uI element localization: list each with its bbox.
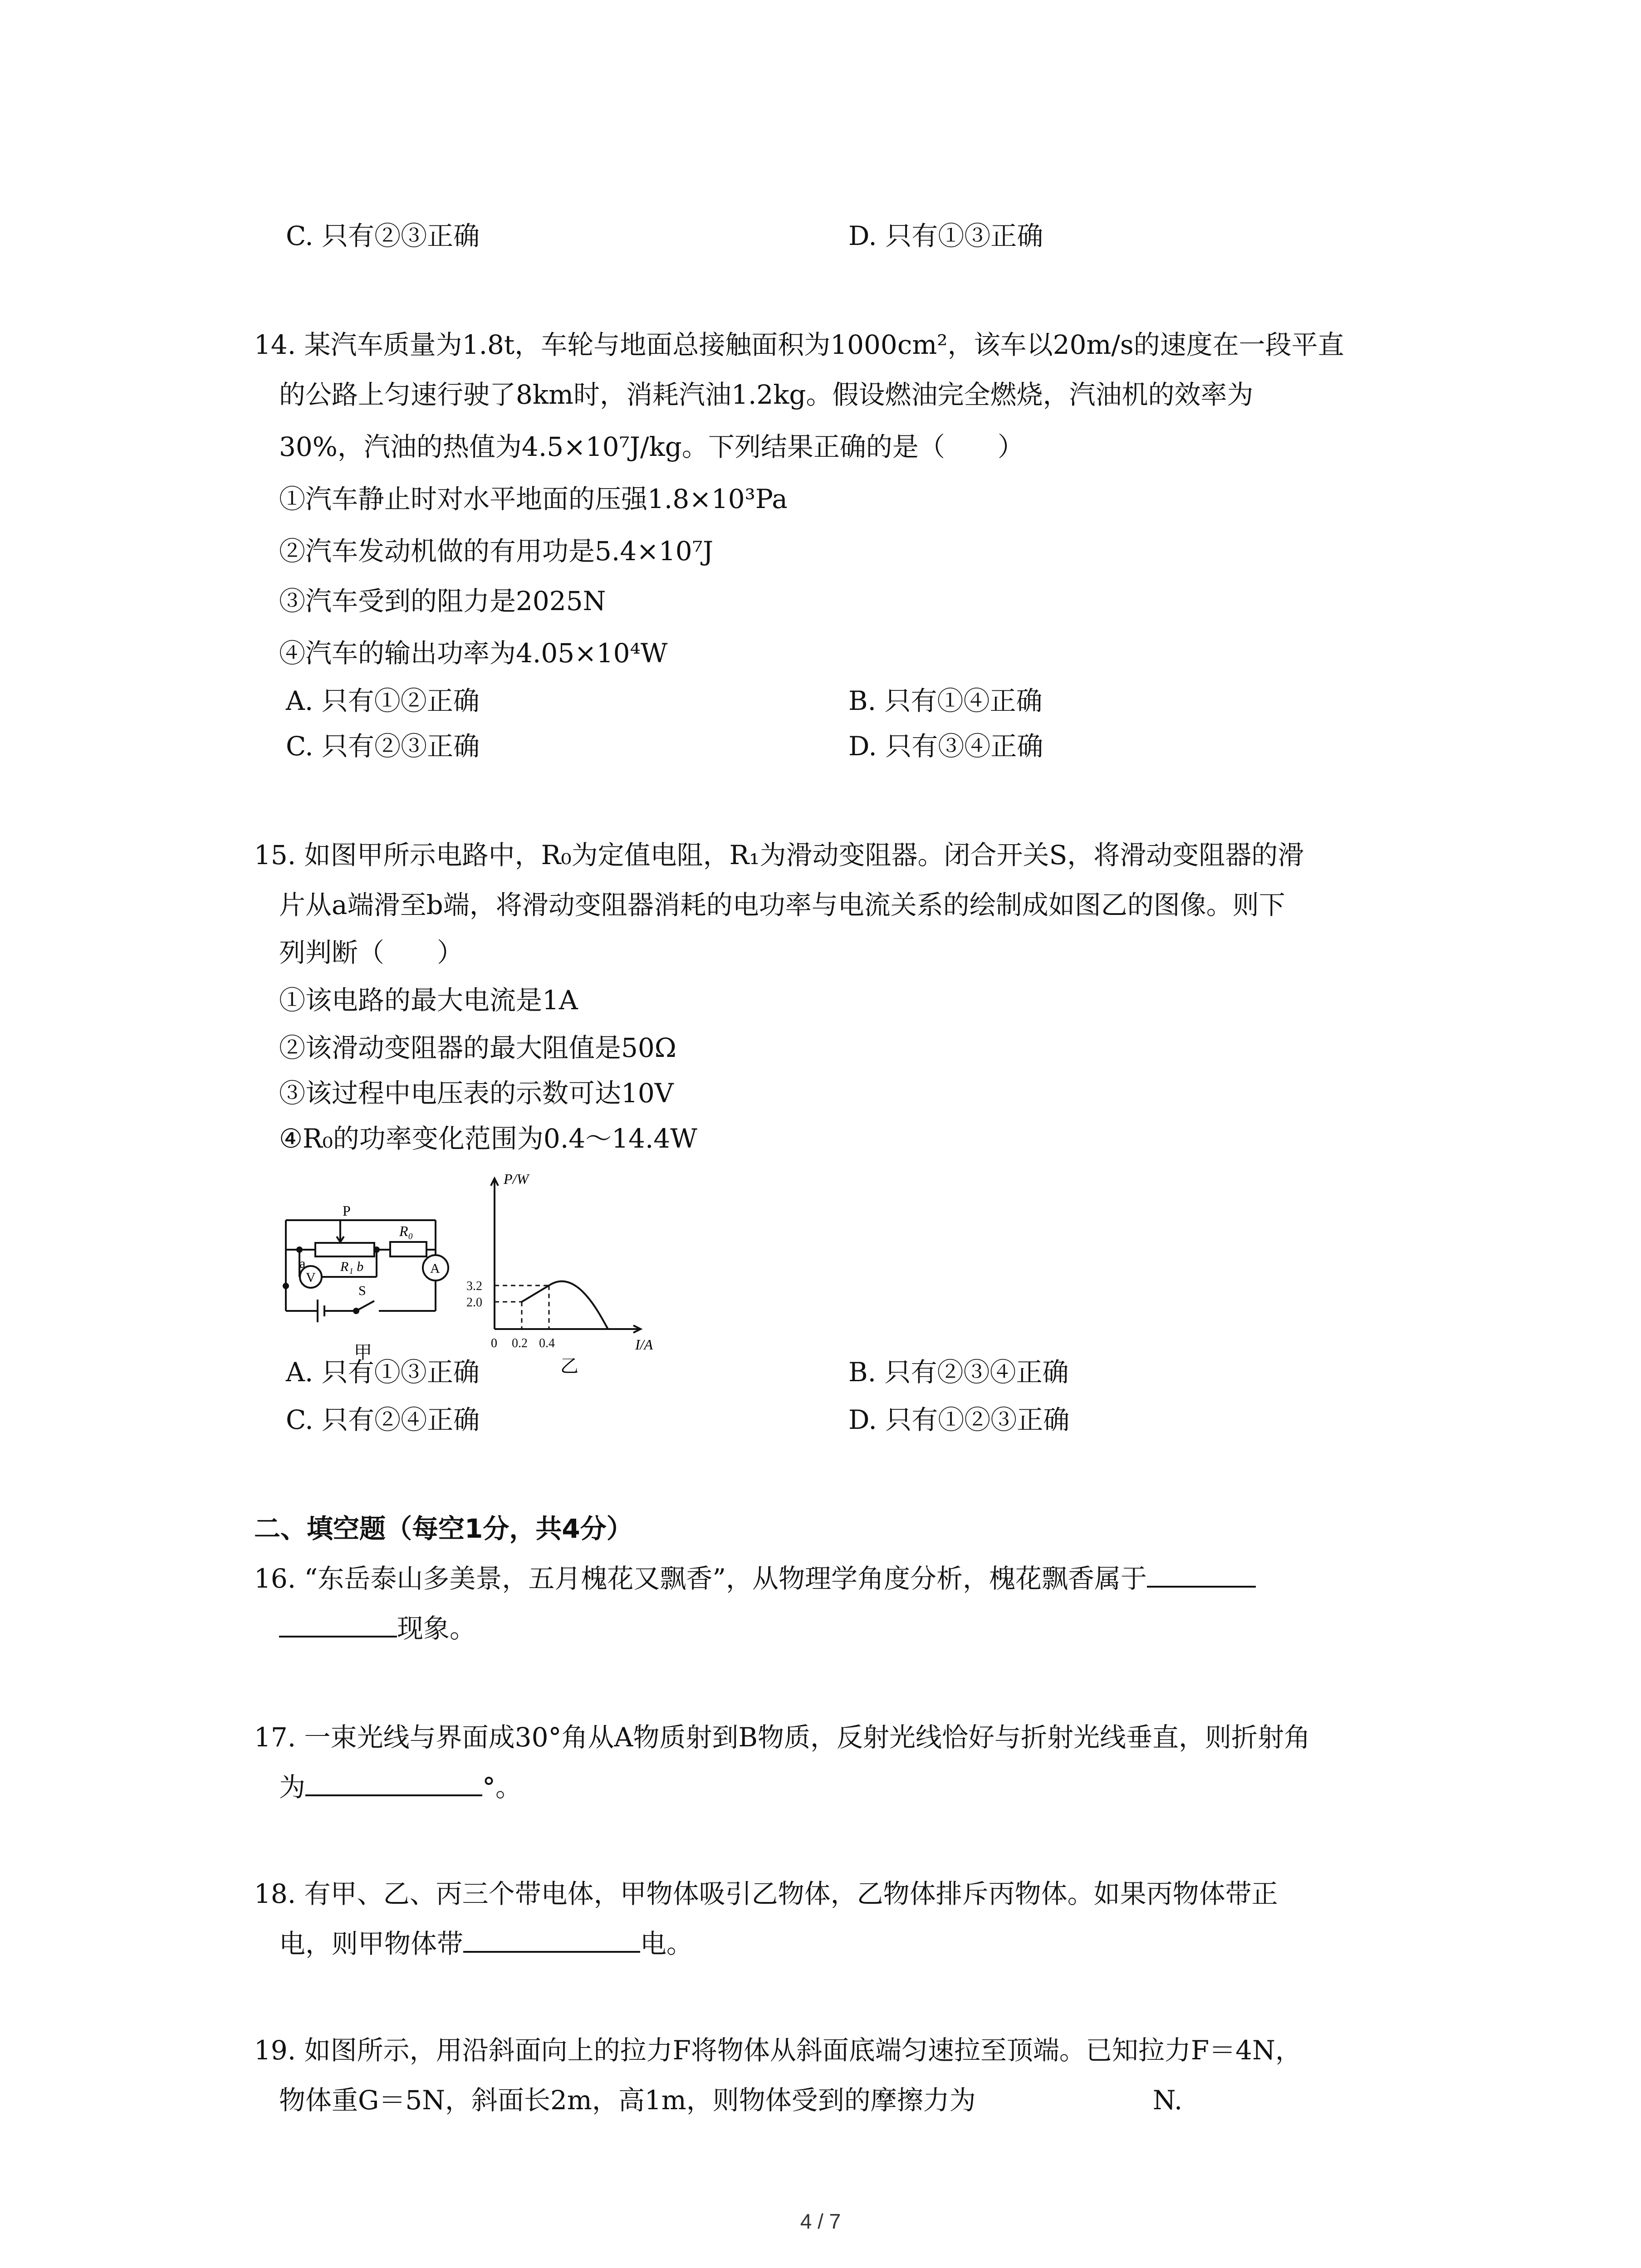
circuit-diagram [272, 1193, 463, 1365]
q13-option-d: D. 只有①③正确 [848, 220, 1043, 251]
q18-stem-end: 电。 [640, 1928, 693, 1959]
y-tick-label: 2.0 [466, 1295, 482, 1310]
q15-option-d: D. 只有①②③正确 [848, 1404, 1070, 1435]
q15-option-a: A. 只有①③正确 [286, 1357, 480, 1388]
x-tick-label: 0.4 [539, 1336, 555, 1350]
slider-label: P [343, 1202, 351, 1219]
q14-statement-1: ①汽车静止时对水平地面的压强1.8×10³Pa [279, 484, 788, 514]
q13-option-c: C. 只有②③正确 [286, 220, 480, 251]
q19-line1: 19. 如图所示，用沿斜面向上的拉力F将物体从斜面底端匀速拉至顶端。已知拉力F＝4N， [254, 2035, 1302, 2066]
r1-label: R₁ b [340, 1259, 364, 1274]
x-axis-label: I/A [635, 1336, 653, 1353]
q19-stem-end: N. [1152, 2085, 1183, 2116]
q17-line2 [279, 1769, 522, 1805]
q14-option-a: A. 只有①②正确 [286, 685, 480, 716]
q19-stem-start: 物体重G＝5N，斜面长2m，高1m，则物体受到的摩擦力为 [279, 2085, 976, 2116]
q14-stem-line2: 的公路上匀速行驶了8km时，消耗汽油1.2kg。假设燃油完全燃烧，汽油机的效率为 [279, 379, 1254, 410]
q18-stem-start: 电，则甲物体带 [279, 1928, 464, 1959]
q17-blank[interactable] [305, 1769, 482, 1796]
q17-stem-start: 为 [279, 1772, 306, 1803]
q16-line2 [279, 1610, 476, 1647]
q16-stem: 16. “东岳泰山多美景，五月槐花又飘香”，从物理学角度分析，槐花飘香属于 [254, 1563, 1147, 1594]
q15-stem-line2: 片从a端滑至b端，将滑动变阻器消耗的电功率与电流关系的绘制成如图乙的图像。则下 [279, 890, 1285, 920]
power-current-graph [458, 1166, 671, 1374]
page-number: 4 / 7 [800, 2209, 841, 2233]
r0-label: R₀ [399, 1223, 413, 1239]
y-tick-label: 3.2 [466, 1279, 482, 1293]
q15-statement-3: ③该过程中电压表的示数可达10V [279, 1078, 674, 1109]
q14-option-c: C. 只有②③正确 [286, 731, 480, 762]
q14-option-d: D. 只有③④正确 [848, 731, 1043, 762]
q15-statement-4: ④R₀的功率变化范围为0.4～14.4W [279, 1123, 697, 1154]
q18-blank[interactable] [463, 1926, 640, 1953]
end-a-label: a [299, 1256, 306, 1271]
section-heading: 二、填空题（每空1分，共4分） [254, 1513, 633, 1544]
q16-blank-a[interactable] [1147, 1560, 1256, 1588]
q15-statement-2: ②该滑动变阻器的最大阻值是50Ω [279, 1032, 676, 1063]
switch-label: S [358, 1283, 366, 1298]
circuit-caption: 甲 [354, 1342, 372, 1363]
graph-caption: 乙 [560, 1356, 578, 1374]
y-axis-label: P/W [504, 1171, 529, 1187]
x-tick-label: 0.2 [512, 1336, 528, 1350]
q15-statement-1: ①该电路的最大电流是1A [279, 985, 578, 1016]
q19-line2 [279, 2082, 1182, 2118]
q14-statement-2: ②汽车发动机做的有用功是5.4×10⁷J [279, 536, 714, 567]
power-curve [522, 1281, 608, 1329]
q14-stem-line3: 30%，汽油的热值为4.5×10⁷J/kg。下列结果正确的是（ ） [279, 431, 1024, 462]
q18-line2 [279, 1926, 693, 1962]
origin-label: 0 [491, 1336, 497, 1350]
q16-line1 [254, 1560, 1256, 1597]
q14-stem-line1: 14. 某汽车质量为1.8t，车轮与地面总接触面积为1000cm²，该车以20m/s的速度在一段平直 [254, 329, 1344, 360]
ammeter-icon: A [430, 1261, 440, 1276]
q16-blank-b[interactable] [279, 1610, 397, 1637]
q15-stem-line1: 15. 如图甲所示电路中，R₀为定值电阻，R₁为滑动变阻器。闭合开关S，将滑动变阻器的滑 [254, 840, 1304, 870]
q18-line1: 18. 有甲、乙、丙三个带电体，甲物体吸引乙物体，乙物体排斥丙物体。如果丙物体带正 [254, 1878, 1278, 1909]
voltmeter-icon: V [306, 1270, 316, 1285]
q14-statement-4: ④汽车的输出功率为4.05×10⁴W [279, 638, 668, 669]
q15-option-c: C. 只有②④正确 [286, 1404, 480, 1435]
q17-stem-end: °。 [482, 1772, 522, 1803]
q14-statement-3: ③汽车受到的阻力是2025N [279, 586, 606, 616]
q14-option-b: B. 只有①④正确 [848, 685, 1043, 716]
q17-line1: 17. 一束光线与界面成30°角从A物质射到B物质，反射光线恰好与折射光线垂直，则折射角 [254, 1722, 1310, 1753]
q15-stem-line3: 列判断（ ） [279, 937, 464, 968]
q15-option-b: B. 只有②③④正确 [848, 1357, 1069, 1388]
q16-stem-end: 现象。 [397, 1613, 476, 1644]
